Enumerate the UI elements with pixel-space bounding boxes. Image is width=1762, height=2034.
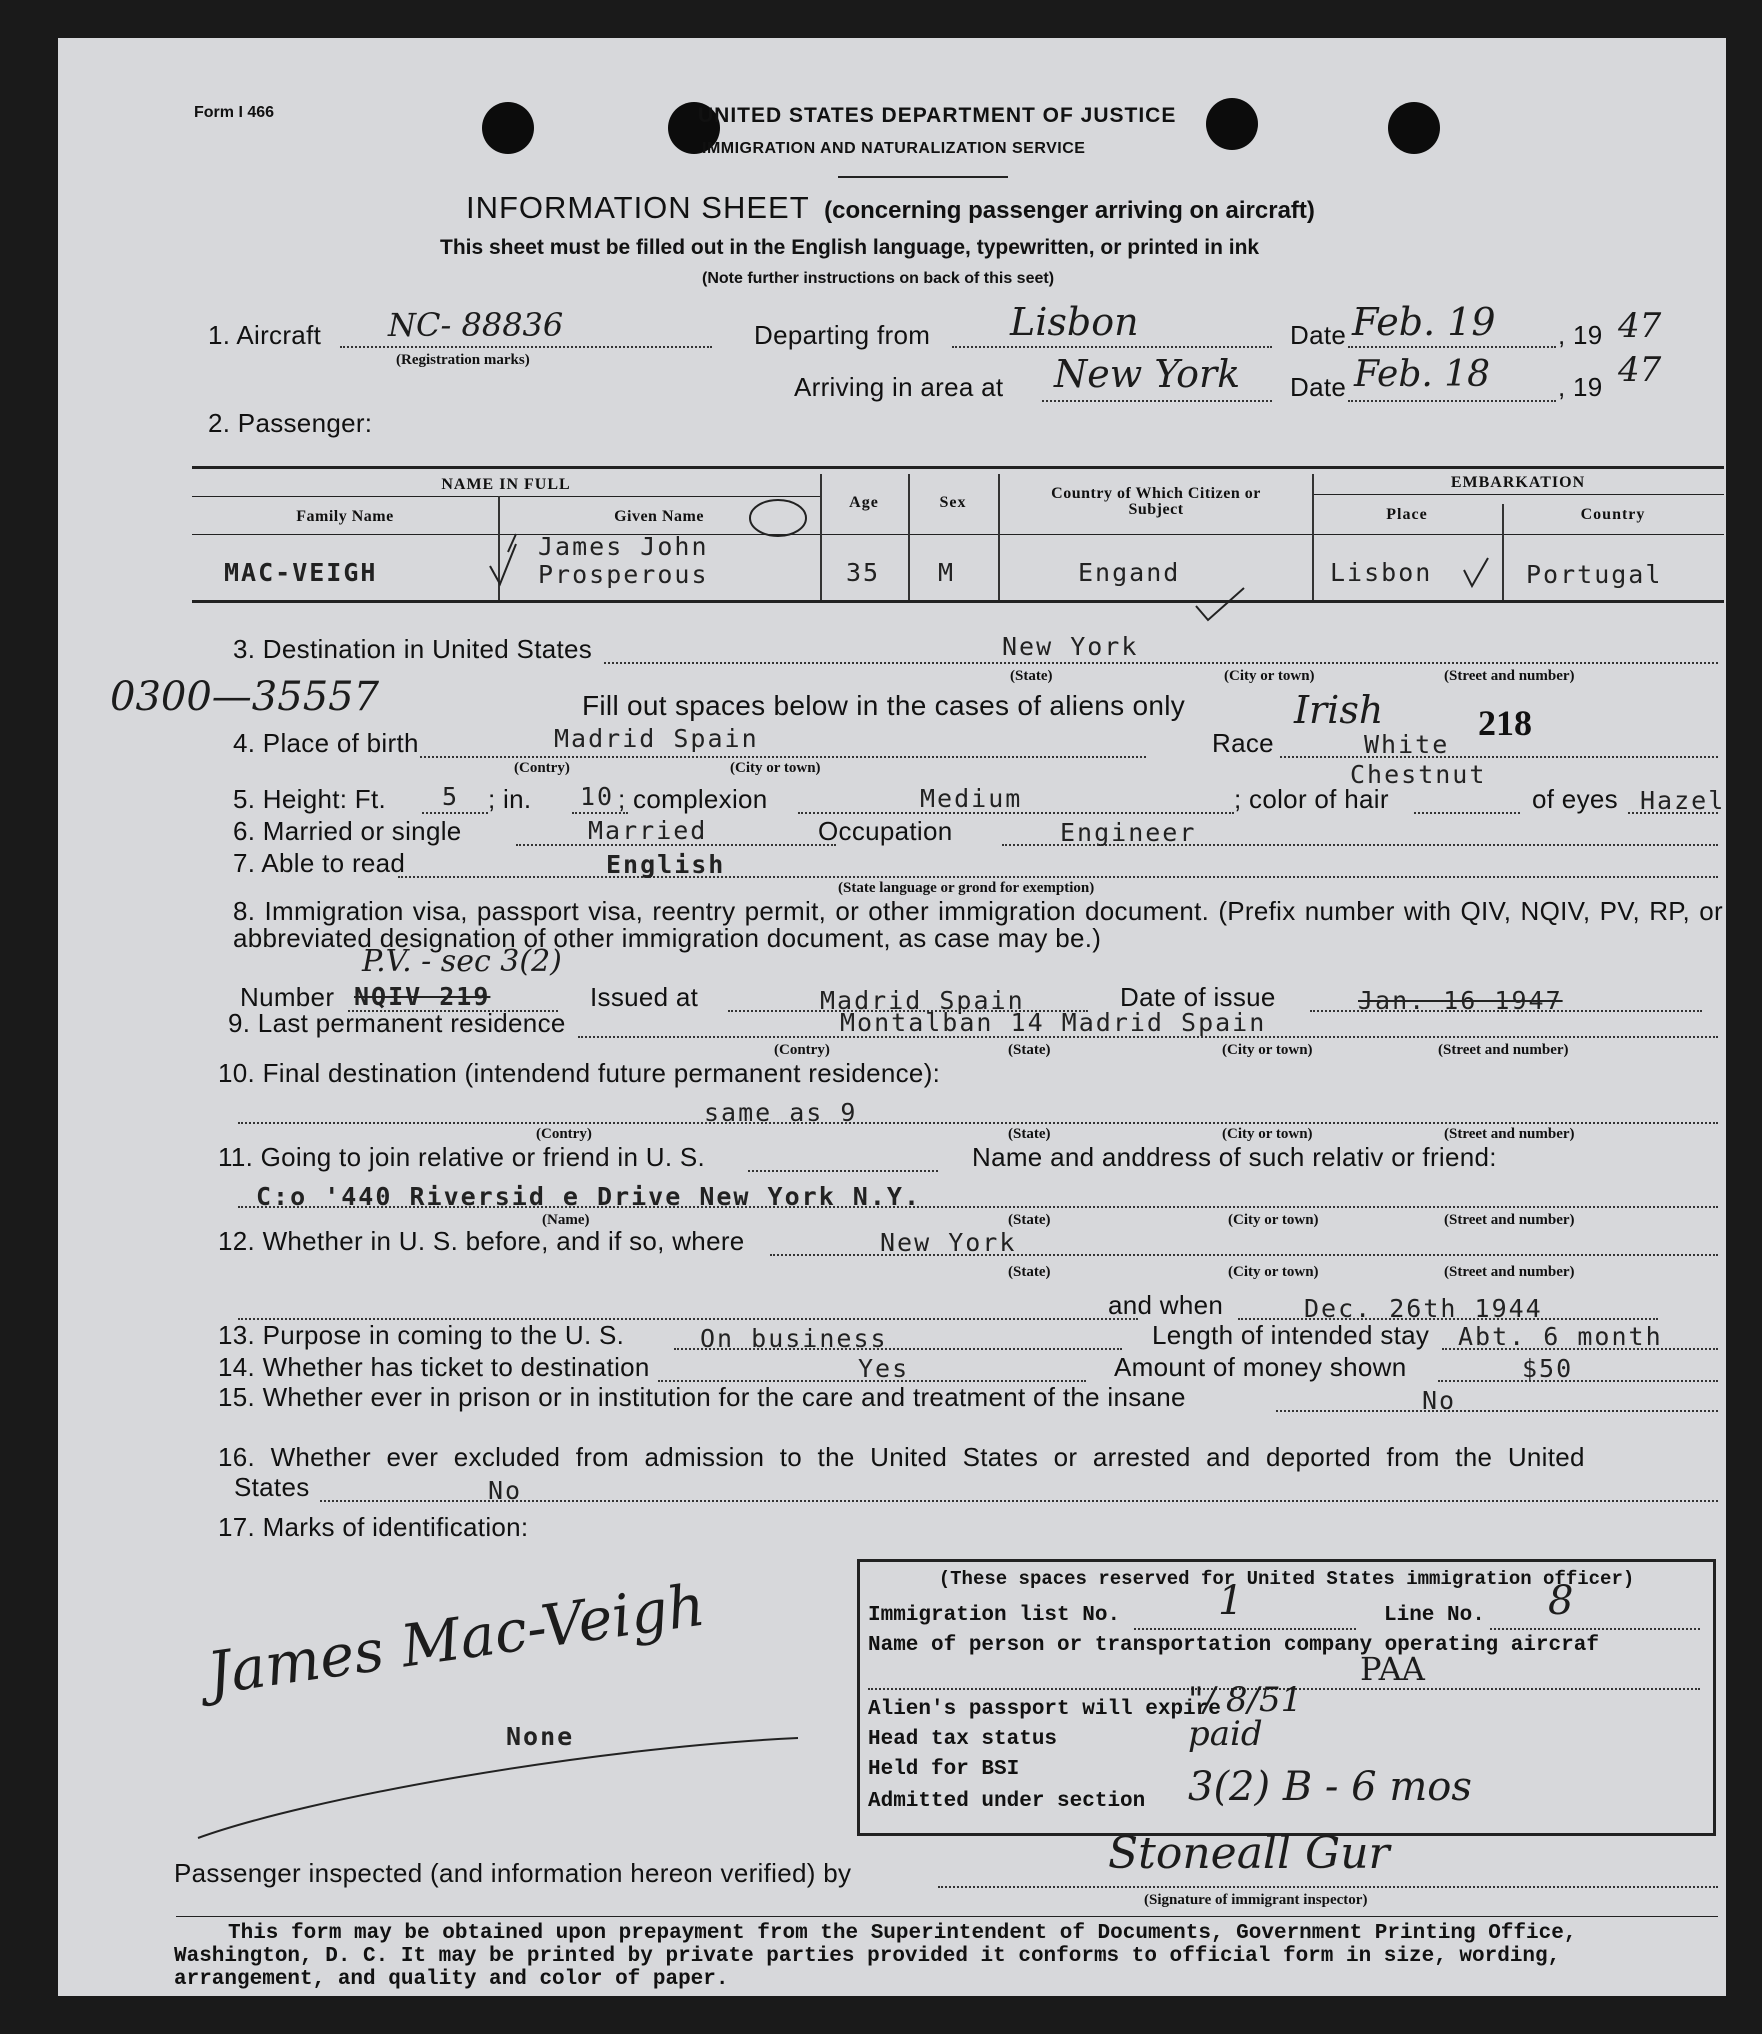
title-main: INFORMATION SHEET bbox=[466, 190, 810, 225]
caption-street: (Street and number) bbox=[1438, 1042, 1569, 1058]
eyes-value: Hazel bbox=[1640, 786, 1726, 815]
bsi-label: Held for BSI bbox=[868, 1758, 1020, 1781]
race-label: Race bbox=[1212, 728, 1274, 758]
marks-label: 17. Marks of identification: bbox=[218, 1512, 529, 1542]
caption-state: (State) bbox=[1008, 1264, 1051, 1280]
height-label: 5. Height: Ft. bbox=[233, 784, 387, 814]
caption-street: (Street and number) bbox=[1444, 1126, 1575, 1142]
before-value: New York bbox=[880, 1228, 1017, 1257]
ticket-label: 14. Whether has ticket to destination bbox=[218, 1352, 650, 1382]
emb-place-value: Lisbon bbox=[1330, 558, 1433, 587]
col-emb-country: Country bbox=[1580, 506, 1646, 523]
prison-line bbox=[1276, 1410, 1718, 1412]
caption-city: (City or town) bbox=[1228, 1264, 1319, 1280]
birth-value: Madrid Spain bbox=[554, 724, 759, 753]
line-label: Line No. bbox=[1384, 1604, 1485, 1627]
given-name-line1: James John bbox=[538, 532, 709, 561]
caption-city: (City or town) bbox=[1228, 1212, 1319, 1228]
birth-label: 4. Place of birth bbox=[233, 728, 419, 758]
stay-value: Abt. 6 month bbox=[1458, 1322, 1663, 1351]
sex-value: M bbox=[938, 558, 956, 587]
issue-date-value: Jan. 16 1947 bbox=[1358, 986, 1563, 1015]
depart-year-value: 47 bbox=[1618, 306, 1662, 346]
money-line bbox=[1438, 1380, 1718, 1382]
ticket-value: Yes bbox=[858, 1354, 910, 1383]
excluded-label-2: States bbox=[234, 1472, 310, 1502]
join-label: 11. Going to join relative or friend in U. S. bbox=[218, 1142, 706, 1172]
hair-value: Chestnut bbox=[1350, 760, 1487, 789]
hair-label: ; color of hair bbox=[1234, 784, 1389, 814]
race-number: 218 bbox=[1478, 703, 1532, 743]
married-label: 6. Married or single bbox=[233, 816, 462, 846]
family-name-value: MAC-VEIGH bbox=[224, 558, 378, 587]
money-label: Amount of money shown bbox=[1114, 1352, 1407, 1382]
money-value: $50 bbox=[1522, 1354, 1574, 1383]
form-number: Form I 466 bbox=[194, 104, 275, 121]
arrive-year-value: 47 bbox=[1618, 350, 1662, 390]
when-value: Dec. 26th 1944 bbox=[1304, 1294, 1543, 1323]
registration-caption: (Registration marks) bbox=[396, 352, 530, 368]
age-value: 35 bbox=[846, 558, 881, 587]
destination-line bbox=[604, 662, 1718, 664]
line-value: 8 bbox=[1548, 1578, 1574, 1624]
citizen-value: Engand bbox=[1078, 558, 1181, 587]
caption-city: (City or town) bbox=[1224, 668, 1315, 684]
col-embarkation: EMBARKATION bbox=[1450, 474, 1586, 491]
departing-label: Departing from bbox=[754, 320, 931, 350]
birth-line bbox=[420, 756, 1146, 758]
height-in-label: ; in. bbox=[488, 784, 532, 814]
aliens-only-note: Fill out spaces below in the cases of aliens only bbox=[582, 690, 1186, 721]
prison-value: No bbox=[1422, 1386, 1457, 1415]
caption-state: (State) bbox=[1008, 1042, 1051, 1058]
line-line bbox=[1490, 1628, 1700, 1630]
col-sex: Sex bbox=[939, 494, 967, 511]
race-typed-value: White bbox=[1364, 730, 1450, 759]
caption-name: (Name) bbox=[542, 1212, 590, 1228]
title-sub: (concerning passenger arriving on aircraft) bbox=[824, 197, 1315, 224]
read-line bbox=[398, 876, 1718, 878]
aircraft-value: NC- 88836 bbox=[388, 306, 564, 344]
join-line bbox=[748, 1170, 938, 1172]
stay-label: Length of intended stay bbox=[1152, 1320, 1430, 1350]
officer-box-title: (These spaces reserved for United States immigration officer) bbox=[938, 1568, 1635, 1590]
inspector-signature: Stoneall Gur bbox=[1108, 1828, 1390, 1879]
arriving-label: Arriving in area at bbox=[794, 372, 1004, 402]
final-label: 10. Final destination (intendend future permanent residence): bbox=[218, 1058, 941, 1088]
excluded-line bbox=[320, 1500, 1718, 1502]
col-emb-place: Place bbox=[1386, 506, 1428, 523]
read-caption: (State language or grond for exemption) bbox=[838, 880, 1095, 896]
arrive-date-value: Feb. 18 bbox=[1354, 354, 1491, 395]
caption-country: (Contry) bbox=[536, 1126, 592, 1142]
marks-value: None bbox=[506, 1722, 575, 1751]
depart-year-prefix: , 19 bbox=[1558, 320, 1603, 350]
when-label: and when bbox=[1108, 1290, 1224, 1320]
aircraft-label: 1. Aircraft bbox=[208, 320, 322, 350]
depart-date-label: Date bbox=[1290, 320, 1347, 350]
arrive-date-label: Date bbox=[1290, 372, 1347, 402]
issued-label: Issued at bbox=[590, 982, 699, 1012]
race-hand-value: Irish bbox=[1294, 688, 1384, 732]
col-age: Age bbox=[849, 494, 879, 511]
height-ft-line bbox=[422, 812, 488, 814]
read-label: 7. Able to read bbox=[233, 848, 406, 878]
emb-country-value: Portugal bbox=[1526, 560, 1663, 589]
occupation-label: Occupation bbox=[818, 816, 953, 846]
service-name: IMMIGRATION AND NATURALIZATION SERVICE bbox=[702, 140, 1086, 157]
depart-date-value: Feb. 19 bbox=[1352, 300, 1496, 344]
instruction-note: (Note further instructions on back of this seet) bbox=[702, 270, 1055, 287]
prison-label: 15. Whether ever in prison or in institution for the care and treatment of the insane bbox=[218, 1382, 1186, 1412]
complexion-value: Medium bbox=[920, 784, 1023, 813]
number-typed-value: NQIV 219 bbox=[354, 982, 491, 1011]
occupation-value: Engineer bbox=[1060, 818, 1197, 847]
inspection-label: Passenger inspected (and information hereon verified) by bbox=[174, 1858, 852, 1888]
final-value: same as 9 bbox=[704, 1098, 858, 1127]
caption-country: (Contry) bbox=[514, 760, 570, 776]
issued-value: Madrid Spain bbox=[820, 986, 1025, 1015]
race-line bbox=[1280, 756, 1718, 758]
arriving-value: New York bbox=[1054, 352, 1241, 396]
footer-rule bbox=[176, 1916, 1718, 1917]
list-value: 1 bbox=[1218, 1578, 1244, 1624]
caption-state: (State) bbox=[1008, 1126, 1051, 1142]
caption-street: (Street and number) bbox=[1444, 1264, 1575, 1280]
residence-value: Montalban 14 Madrid Spain bbox=[840, 1008, 1267, 1037]
headtax-value: paid bbox=[1188, 1714, 1263, 1754]
read-value: English bbox=[606, 850, 726, 879]
caption-street: (Street and number) bbox=[1444, 1212, 1575, 1228]
list-label: Immigration list No. bbox=[868, 1604, 1121, 1627]
footer-text: This form may be obtained upon prepayment from the Superintendent of Documents, Government Printing Office, Washington, D. C. It may be printed by private parties provided it conforms to official form in size, wording, arrangement, and quality and color of paper. bbox=[174, 1922, 1577, 1991]
married-value: Married bbox=[588, 816, 708, 845]
excluded-label: 16. Whether ever excluded from admission to the United States or arrested and deported from the United bbox=[218, 1442, 1585, 1472]
instruction-line: This sheet must be filled out in the English language, typewritten, or printed in ink bbox=[440, 236, 1260, 259]
caption-country: (Contry) bbox=[774, 1042, 830, 1058]
signature-underline bbox=[188, 1638, 808, 1858]
destination-label: 3. Destination in United States bbox=[233, 634, 593, 664]
height-ft-value: 5 bbox=[442, 782, 460, 811]
department-name: UNITED STATES DEPARTMENT OF JUSTICE bbox=[698, 104, 1177, 127]
col-citizen-country: Country of Which Citizen or Subject bbox=[1051, 485, 1261, 518]
col-name-in-full: NAME IN FULL bbox=[441, 476, 571, 493]
departing-value: Lisbon bbox=[1010, 300, 1139, 344]
caption-state: (State) bbox=[1008, 1212, 1051, 1228]
excluded-value: No bbox=[488, 1476, 523, 1505]
hair-line bbox=[1414, 812, 1520, 814]
check-marks bbox=[58, 38, 1726, 638]
number-hand-value: P.V. - sec 3(2) bbox=[362, 944, 562, 979]
eyes-label: of eyes bbox=[1532, 784, 1618, 814]
file-number: 0300—35557 bbox=[110, 674, 380, 720]
given-name-line2: Prosperous bbox=[538, 560, 709, 589]
relative-label: Name and anddress of such relativ or friend: bbox=[972, 1142, 1497, 1172]
residence-label: 9. Last permanent residence bbox=[228, 1008, 566, 1038]
passport-value: "/ 8/51 bbox=[1188, 1680, 1303, 1720]
admitted-label: Admitted under section bbox=[868, 1790, 1146, 1813]
destination-value: New York bbox=[1002, 632, 1139, 661]
admitted-value: 3(2) B - 6 mos bbox=[1188, 1764, 1472, 1810]
company-label: Name of person or transportation company operating aircraf bbox=[868, 1634, 1599, 1657]
issue-date-label: Date of issue bbox=[1120, 982, 1276, 1012]
relative-value: C:o '440 Riversid e Drive New York N.Y. bbox=[256, 1182, 921, 1211]
passenger-signature: James Mac-Veigh bbox=[203, 1570, 709, 1708]
number-label: Number bbox=[240, 982, 335, 1012]
list-line bbox=[1134, 1628, 1356, 1630]
purpose-value: On business bbox=[700, 1324, 888, 1353]
caption-city: (City or town) bbox=[1222, 1126, 1313, 1142]
company-value: PAA bbox=[1360, 1650, 1425, 1688]
final-line bbox=[238, 1122, 1718, 1124]
passport-label: Alien's passport will expire bbox=[868, 1698, 1221, 1721]
inspection-line bbox=[938, 1886, 1718, 1888]
height-in-value: 10 bbox=[580, 782, 615, 811]
caption-city: (City or town) bbox=[730, 760, 821, 776]
headtax-label: Head tax status bbox=[868, 1728, 1058, 1751]
caption-street: (Street and number) bbox=[1444, 668, 1575, 684]
col-given-name: Given Name bbox=[614, 508, 704, 525]
passenger-label: 2. Passenger: bbox=[208, 408, 373, 438]
purpose-label: 13. Purpose in coming to the U. S. bbox=[218, 1320, 625, 1350]
caption-state: (State) bbox=[1010, 668, 1053, 684]
arrive-year-prefix: , 19 bbox=[1558, 372, 1603, 402]
visa-label: 8. Immigration visa, passport visa, reentry permit, or other immigration document. (Prefix number with QIV, NQIV, PV, RP, or abbreviated designation of other immigration document, as case may be.) bbox=[233, 896, 1723, 953]
before-label: 12. Whether in U. S. before, and if so, where bbox=[218, 1226, 745, 1256]
inspection-caption: (Signature of immigrant inspector) bbox=[1144, 1892, 1368, 1908]
form-paper bbox=[58, 38, 1726, 1996]
caption-city: (City or town) bbox=[1222, 1042, 1313, 1058]
col-family-name: Family Name bbox=[296, 508, 394, 525]
complexion-label: ; complexion bbox=[618, 784, 768, 814]
